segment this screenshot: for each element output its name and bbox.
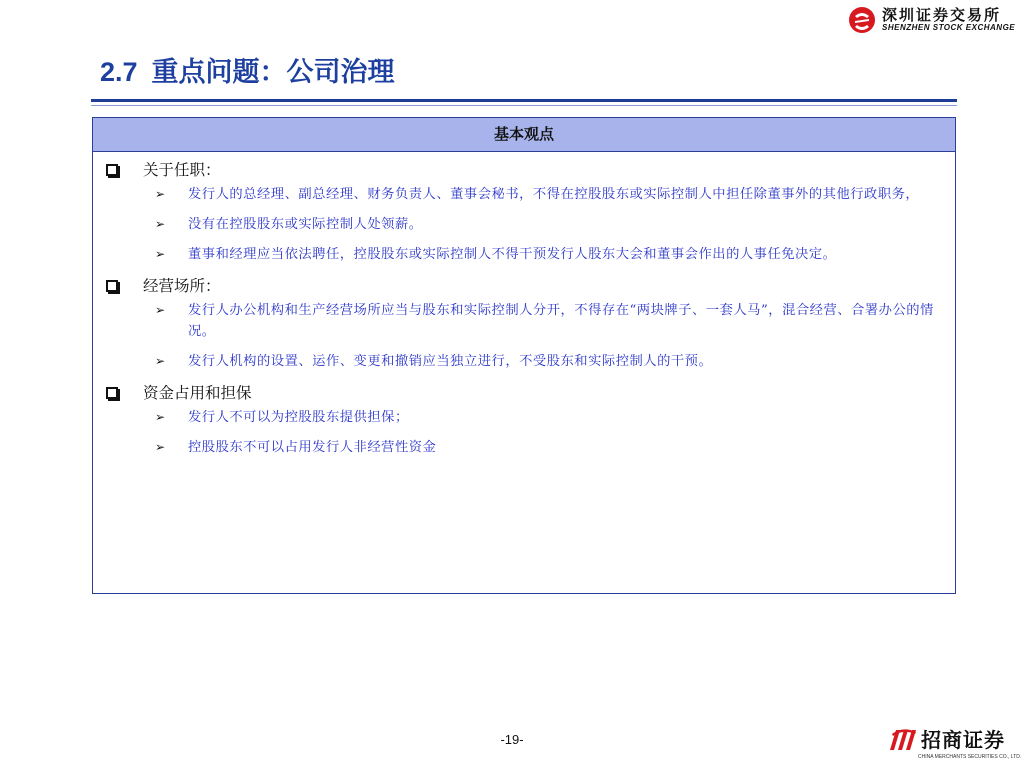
- section-heading: [93, 158, 955, 184]
- list-item: [93, 437, 955, 458]
- arrow-bullet-icon: ➢: [155, 440, 166, 454]
- section-funds-guarantee: [93, 381, 955, 458]
- section-premises: [93, 274, 955, 372]
- bullet-text: 发行人不可以为控股股东提供担保；: [188, 410, 409, 425]
- arrow-bullet-icon: ➢: [155, 247, 166, 261]
- section-heading: [93, 274, 955, 300]
- list-item: [93, 351, 955, 372]
- broker-name-cn: 招商证券: [921, 728, 1005, 752]
- cms-logo-mark-icon: [888, 726, 918, 752]
- list-item: [93, 214, 955, 235]
- bullet-text: 控股股东不可以占用发行人非经营性资金: [188, 440, 437, 455]
- section-heading: [93, 381, 955, 407]
- bullet-list: [93, 300, 955, 372]
- arrow-bullet-icon: ➢: [155, 217, 166, 231]
- list-item: [93, 244, 955, 265]
- list-item: [93, 407, 955, 428]
- panel-header: 基本观点: [93, 118, 955, 152]
- exchange-name-cn: 深圳证券交易所: [882, 6, 1002, 24]
- list-item: [93, 300, 955, 342]
- checkbox-bullet-icon: [106, 280, 118, 292]
- list-item: [93, 184, 955, 205]
- bullet-text: 没有在控股股东或实际控制人处领薪。: [188, 217, 423, 232]
- page-title: [100, 50, 395, 89]
- title-text: 重点问题：公司治理: [151, 57, 395, 88]
- bullet-list: [93, 184, 955, 265]
- arrow-bullet-icon: ➢: [155, 354, 166, 368]
- title-divider-thin: [91, 105, 957, 106]
- szse-logo: [848, 4, 1016, 36]
- section-heading-label: 关于任职：: [143, 161, 221, 179]
- bullet-list: [93, 407, 955, 458]
- cms-logo: [888, 726, 1022, 766]
- content-panel: [92, 117, 956, 594]
- section-heading-label: 资金占用和担保: [143, 384, 252, 402]
- bullet-text: 发行人办公机构和生产经营场所应当与股东和实际控制人分开，不得存在“两块牌子、一套人马”，混合经营、合署办公的情况。: [188, 303, 934, 339]
- section-appointment: [93, 158, 955, 265]
- page-number: -19-: [500, 732, 524, 747]
- arrow-bullet-icon: ➢: [155, 410, 166, 424]
- bullet-text: 董事和经理应当依法聘任，控股股东或实际控制人不得干预发行人股东大会和董事会作出的人事任免决定。: [188, 247, 837, 262]
- panel-body: [93, 152, 955, 458]
- bullet-text: 发行人的总经理、副总经理、财务负责人、董事会秘书，不得在控股股东或实际控制人中担任除董事外的其他行政职务，: [188, 187, 920, 202]
- title-divider-thick: [91, 99, 957, 102]
- checkbox-bullet-icon: [106, 164, 118, 176]
- section-number: 2.7: [100, 57, 138, 87]
- bullet-text: 发行人机构的设置、运作、变更和撤销应当独立进行，不受股东和实际控制人的干预。: [188, 354, 713, 369]
- exchange-name-en: SHENZHEN STOCK EXCHANGE: [882, 23, 1016, 32]
- arrow-bullet-icon: ➢: [155, 187, 166, 201]
- broker-name-en: CHINA MERCHANTS SECURITIES CO., LTD.: [918, 754, 1022, 760]
- section-heading-label: 经营场所：: [143, 277, 221, 295]
- szse-logo-mark-icon: [848, 6, 876, 34]
- checkbox-bullet-icon: [106, 387, 118, 399]
- arrow-bullet-icon: ➢: [155, 303, 166, 317]
